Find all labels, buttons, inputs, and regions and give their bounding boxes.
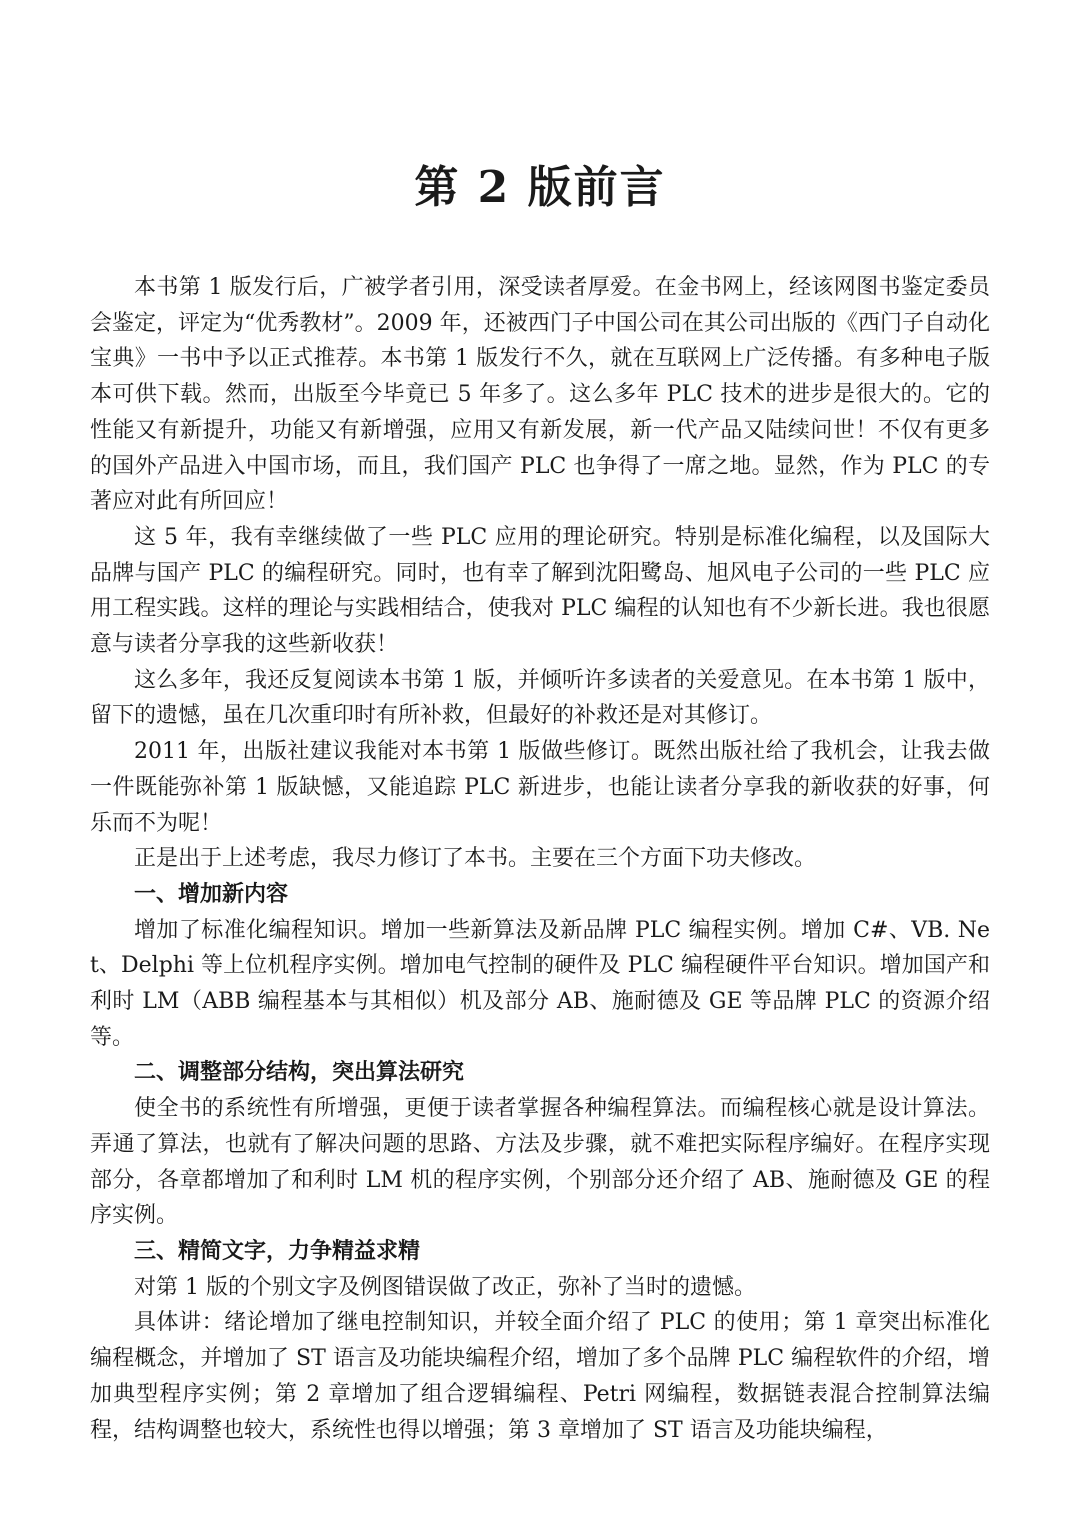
paragraph-5: 正是出于上述考虑，我尽力修订了本书。主要在三个方面下功夫修改。 xyxy=(134,846,817,872)
paragraph-8: 对第 1 版的个别文字及例图错误做了改正，弥补了当时的遗憾。 xyxy=(134,1274,756,1300)
paragraph-3: 这么多年，我还反复阅读本书第 1 版，并倾听许多读者的关爱意见。在本书第 1 版中，留下的遗憾，虽在几次重印时有所补救，但最好的补救还是对其修订。 xyxy=(90,667,990,729)
paragraph-7: 使全书的系统性有所增强，更便于读者掌握各种编程算法。而编程核心就是设计算法。弄通了算法，也就有了解决问题的思路、方法及步骤，就不难把实际程序编好。在程序实现部分，各章都增加了和利时 LM 机的程序实例，个别部分还介绍了 AB、施耐德及 GE 的程序实例。 xyxy=(90,1096,990,1229)
paragraph-4: 2011 年，出版社建议我能对本书第 1 版做些修订。既然出版社给了我机会，让我去做一件既能弥补第 1 版缺憾，又能追踪 PLC 新进步，也能让读者分享我的新收获的好事，何乐而不为呢！ xyxy=(90,739,990,836)
paragraph-6: 增加了标准化编程知识。增加一些新算法及新品牌 PLC 编程实例。增加 C#、VB. Net、Delphi 等上位机程序实例。增加电气控制的硬件及 PLC 编程硬件平台知识。增加国产和利时 LM（ABB 编程基本与其相似）机及部分 AB、施耐德及 GE 等品牌 PLC 的资源介绍等。 xyxy=(90,917,990,1050)
paragraph-9: 具体讲：绪论增加了继电控制知识，并较全面介绍了 PLC 的使用；第 1 章突出标准化编程概念，并增加了 ST 语言及功能块编程介绍，增加了多个品牌 PLC 编程软件的介绍，增加典型程序实例；第 2 章增加了组合逻辑编程、Petri 网编程，数据链表混合控制算法编程，结构调整也较大，系统性也得以增强；第 3 章增加了 ST 语言及功能块编程， xyxy=(90,1310,990,1443)
section-heading-1: 一、增加新内容 xyxy=(134,881,289,907)
body-text xyxy=(90,270,990,1448)
page-title: 第 2 版前言 xyxy=(414,162,666,213)
paragraph-2: 这 5 年，我有幸继续做了一些 PLC 应用的理论研究。特别是标准化编程，以及国际大品牌与国产 PLC 的编程研究。同时，也有幸了解到沈阳鹭岛、旭风电子公司的一些 PLC 应用工程实践。这样的理论与实践相结合，使我对 PLC 编程的认知也有不少新长进。我也很愿意与读者分享我的这些新收获！ xyxy=(90,524,990,658)
section-heading-2: 二、调整部分结构，突出算法研究 xyxy=(134,1060,465,1086)
paragraph-1: 本书第 1 版发行后，广被学者引用，深受读者厚爱。在金书网上，经该网图书鉴定委员会鉴定，评定为“优秀教材”。2009 年，还被西门子中国公司在其公司出版的《西门子自动化宝典》一书中予以正式推荐。本书第 1 版发行不久，就在互联网上广泛传播。有多种电子版本可供下载。然而，出版至今毕竟已 5 年多了。这么多年 PLC 技术的进步是很大的。它的性能又有新提升，功能又有新增强，应用又有新发展，新一代产品又陆续问世！不仅有更多的国外产品进入中国市场，而且，我们国产 PLC 也争得了一席之地。显然，作为 PLC 的专著应对此有所回应！ xyxy=(90,275,990,515)
section-heading-3: 三、精简文字，力争精益求精 xyxy=(134,1238,421,1264)
